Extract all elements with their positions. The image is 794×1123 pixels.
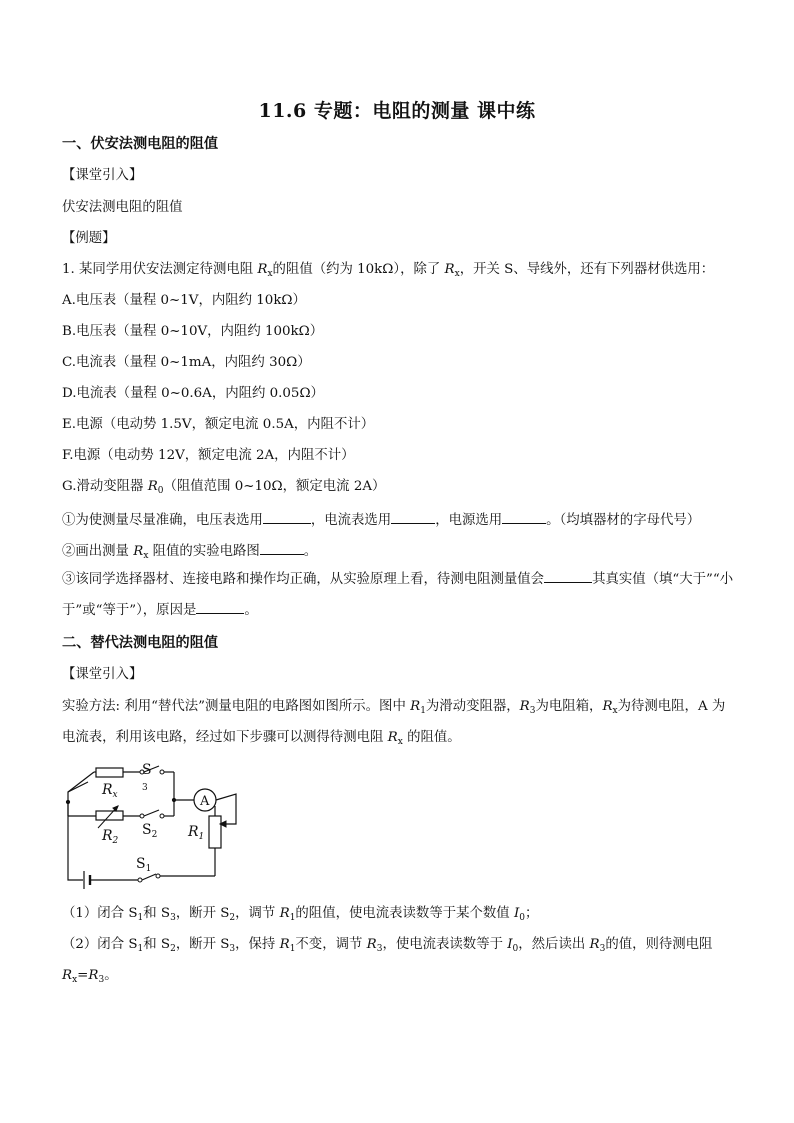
symbol-r: R — [444, 262, 455, 277]
step2-text-g: ，然后读出 — [518, 937, 590, 952]
substitution-circuit-diagram — [62, 760, 252, 890]
question-1-stem — [62, 260, 734, 280]
step-2 — [62, 929, 734, 991]
wire-left — [68, 782, 88, 880]
sub-2: 2 — [170, 944, 176, 954]
p1-text-a: 实验方法: 利用“替代法”测量电阻的电路图如图所示。图中 — [62, 699, 411, 714]
step2-text-i: = — [77, 968, 89, 983]
sub-x: x — [612, 706, 618, 716]
symbol-r: R — [279, 906, 290, 921]
option-g-text-b: （阻值范围 0~10Ω，额定电流 2A） — [163, 479, 386, 494]
sub-0: 0 — [519, 913, 525, 923]
symbol-i: I — [513, 906, 520, 921]
sub-3: 3 — [529, 706, 536, 716]
sub-x: x — [454, 269, 460, 279]
step2-text-j: 。 — [104, 968, 118, 983]
sub1-text-d: 。（均填器材的字母代号） — [546, 513, 701, 528]
option-f: F.电源（电动势 12V，额定电流 2A，内阻不计） — [62, 448, 355, 463]
option-d: D.电流表（量程 0~0.6A，内阻约 0.05Ω） — [62, 386, 324, 401]
intro-text: 伏安法测电阻的阻值 — [62, 200, 183, 215]
step-1 — [62, 904, 734, 924]
junction-left — [66, 800, 69, 803]
step2-text-f: ，使电流表读数等于 — [382, 937, 508, 952]
junction-right — [172, 798, 175, 801]
tag-class-intro-2: 【课堂引入】 — [62, 667, 143, 682]
label-r1: $R_1$ — [188, 824, 205, 842]
sub-3: 3 — [229, 944, 236, 954]
page-title: 11.6 专题：电阻的测量 课中练 — [258, 100, 536, 122]
section-heading-substitution: 二、替代法测电阻的阻值 — [62, 635, 219, 651]
sub-question-3 — [62, 564, 734, 626]
switch-s3-contact-right — [160, 770, 164, 774]
symbol-r: R — [147, 479, 158, 494]
label-s1: $S_1$ — [136, 856, 152, 874]
label-s3: S — [142, 761, 152, 778]
tag-example: 【例题】 — [62, 231, 116, 246]
sub-3: 3 — [170, 913, 176, 923]
switch-s1-blade — [142, 874, 156, 880]
p1-text-e: 的阻值。 — [402, 730, 461, 745]
label-rx: $R_x$ — [102, 782, 118, 800]
sub-x: x — [72, 975, 78, 985]
sub-1: 1 — [137, 944, 144, 954]
q1-text-b: 的阻值（约为 10kΩ），除了 — [272, 262, 445, 277]
sub2-text-c: 。 — [303, 544, 318, 559]
sub-question-1 — [62, 508, 734, 531]
sub-x: x — [267, 269, 273, 279]
answer-blank-ammeter[interactable] — [391, 508, 435, 524]
p1-text-d: 为待测电阻，A 为电流表，利用该电路，经过如下步骤可以测得待测电阻 — [62, 699, 726, 745]
sub1-text-b: ，电流表选用 — [310, 513, 392, 528]
symbol-r: R — [366, 937, 377, 952]
sub3-text-b: 其真实值（填“大于”“小于”或“等于”），原因是 — [62, 572, 734, 618]
step1-text-b: 和 S — [143, 906, 171, 921]
switch-s2-contact-left — [140, 814, 144, 818]
sub2-text-a: ②画出测量 — [62, 544, 134, 559]
step1-text-d: ，调节 — [235, 906, 280, 921]
answer-blank-voltmeter[interactable] — [263, 508, 311, 524]
sub3-text-c: 。 — [244, 603, 258, 618]
switch-s2-contact-right — [160, 814, 164, 818]
symbol-r: R — [62, 968, 73, 983]
p1-text-c: 为电阻箱， — [535, 699, 603, 714]
switch-s1-contact-right — [156, 874, 160, 878]
answer-blank-compare[interactable] — [544, 567, 592, 583]
switch-s1-contact-left — [138, 878, 142, 882]
sub-1: 1 — [289, 944, 296, 954]
symbol-r: R — [88, 968, 99, 983]
ammeter-label: A — [200, 794, 210, 809]
option-b: B.电压表（量程 0~10V，内阻约 100kΩ） — [62, 324, 324, 339]
step1-text-a: （1）闭合 S — [62, 906, 138, 921]
option-g-text-a: G.滑动变阻器 — [62, 479, 148, 494]
symbol-r: R — [602, 699, 613, 714]
symbol-i: I — [507, 937, 513, 952]
sub-x: x — [143, 551, 149, 561]
sub3-text-a: ③该同学选择器材、连接电路和操作均正确，从实验原理上看，待测电阻测量值会 — [62, 572, 545, 587]
sub1-text-c: ，电源选用 — [435, 513, 503, 528]
sub-3: 3 — [98, 975, 105, 985]
label-s2: $S_2$ — [142, 822, 158, 840]
symbol-r: R — [519, 699, 530, 714]
q1-text-c: ，开关 S、导线外，还有下列器材供选用： — [459, 262, 715, 277]
sub-1: 1 — [420, 706, 426, 716]
sub1-text-a: ①为使测量尽量准确，电压表选用 — [62, 513, 263, 528]
step2-text-b: 和 S — [143, 937, 171, 952]
symbol-r: R — [133, 544, 144, 559]
answer-blank-reason[interactable] — [196, 598, 244, 614]
option-g — [62, 477, 734, 497]
step2-text-e: 不变，调节 — [295, 937, 367, 952]
sub-1: 1 — [289, 913, 296, 923]
switch-s2-blade — [144, 810, 159, 816]
rheostat-r1 — [209, 816, 221, 848]
step2-text-h: 的值，则待测电阻 — [605, 937, 713, 952]
label-r2: $R_2$ — [102, 828, 119, 846]
sub-3: 3 — [599, 944, 606, 954]
option-a: A.电压表（量程 0~1V，内阻约 10kΩ） — [62, 293, 306, 308]
step2-text-d: ，保持 — [235, 937, 280, 952]
step1-text-e: 的阻值，使电流表读数等于某个数值 — [295, 906, 514, 921]
symbol-r: R — [387, 730, 398, 745]
sub-2: 2 — [229, 913, 236, 923]
sub-0: 0 — [512, 944, 519, 954]
wire-ammeter-right — [216, 794, 236, 824]
resistor-rx — [96, 768, 123, 777]
answer-blank-power-source[interactable] — [502, 508, 546, 524]
answer-blank-circuit[interactable] — [260, 539, 304, 555]
step2-text-c: ，断开 S — [175, 937, 230, 952]
step2-text-a: （2）闭合 S — [62, 937, 138, 952]
symbol-r: R — [589, 937, 600, 952]
step1-text-f: ； — [524, 906, 539, 921]
sub-1: 1 — [137, 913, 144, 923]
option-e: E.电源（电动势 1.5V，额定电流 0.5A，内阻不计） — [62, 417, 375, 432]
symbol-r: R — [410, 699, 421, 714]
sub-question-2 — [62, 539, 734, 562]
symbol-r: R — [279, 937, 290, 952]
sub-0: 0 — [157, 486, 164, 496]
label-s3-sub: 3 — [142, 783, 148, 793]
option-c: C.电流表（量程 0~1mA，内阻约 30Ω） — [62, 355, 311, 370]
symbol-r: R — [257, 262, 268, 277]
sub-x: x — [397, 737, 403, 747]
q1-text-a: 1. 某同学用伏安法测定待测电阻 — [62, 262, 258, 277]
tag-class-intro: 【课堂引入】 — [62, 168, 143, 183]
wire-top-left — [68, 772, 94, 792]
section-heading-voltammetry: 一、伏安法测电阻的阻值 — [62, 136, 219, 152]
substitution-method-paragraph — [62, 691, 734, 753]
step1-text-c: ，断开 S — [175, 906, 230, 921]
p1-text-b: 为滑动变阻器， — [425, 699, 520, 714]
sub2-text-b: 阻值的实验电路图 — [148, 544, 260, 559]
sub-3: 3 — [376, 944, 383, 954]
